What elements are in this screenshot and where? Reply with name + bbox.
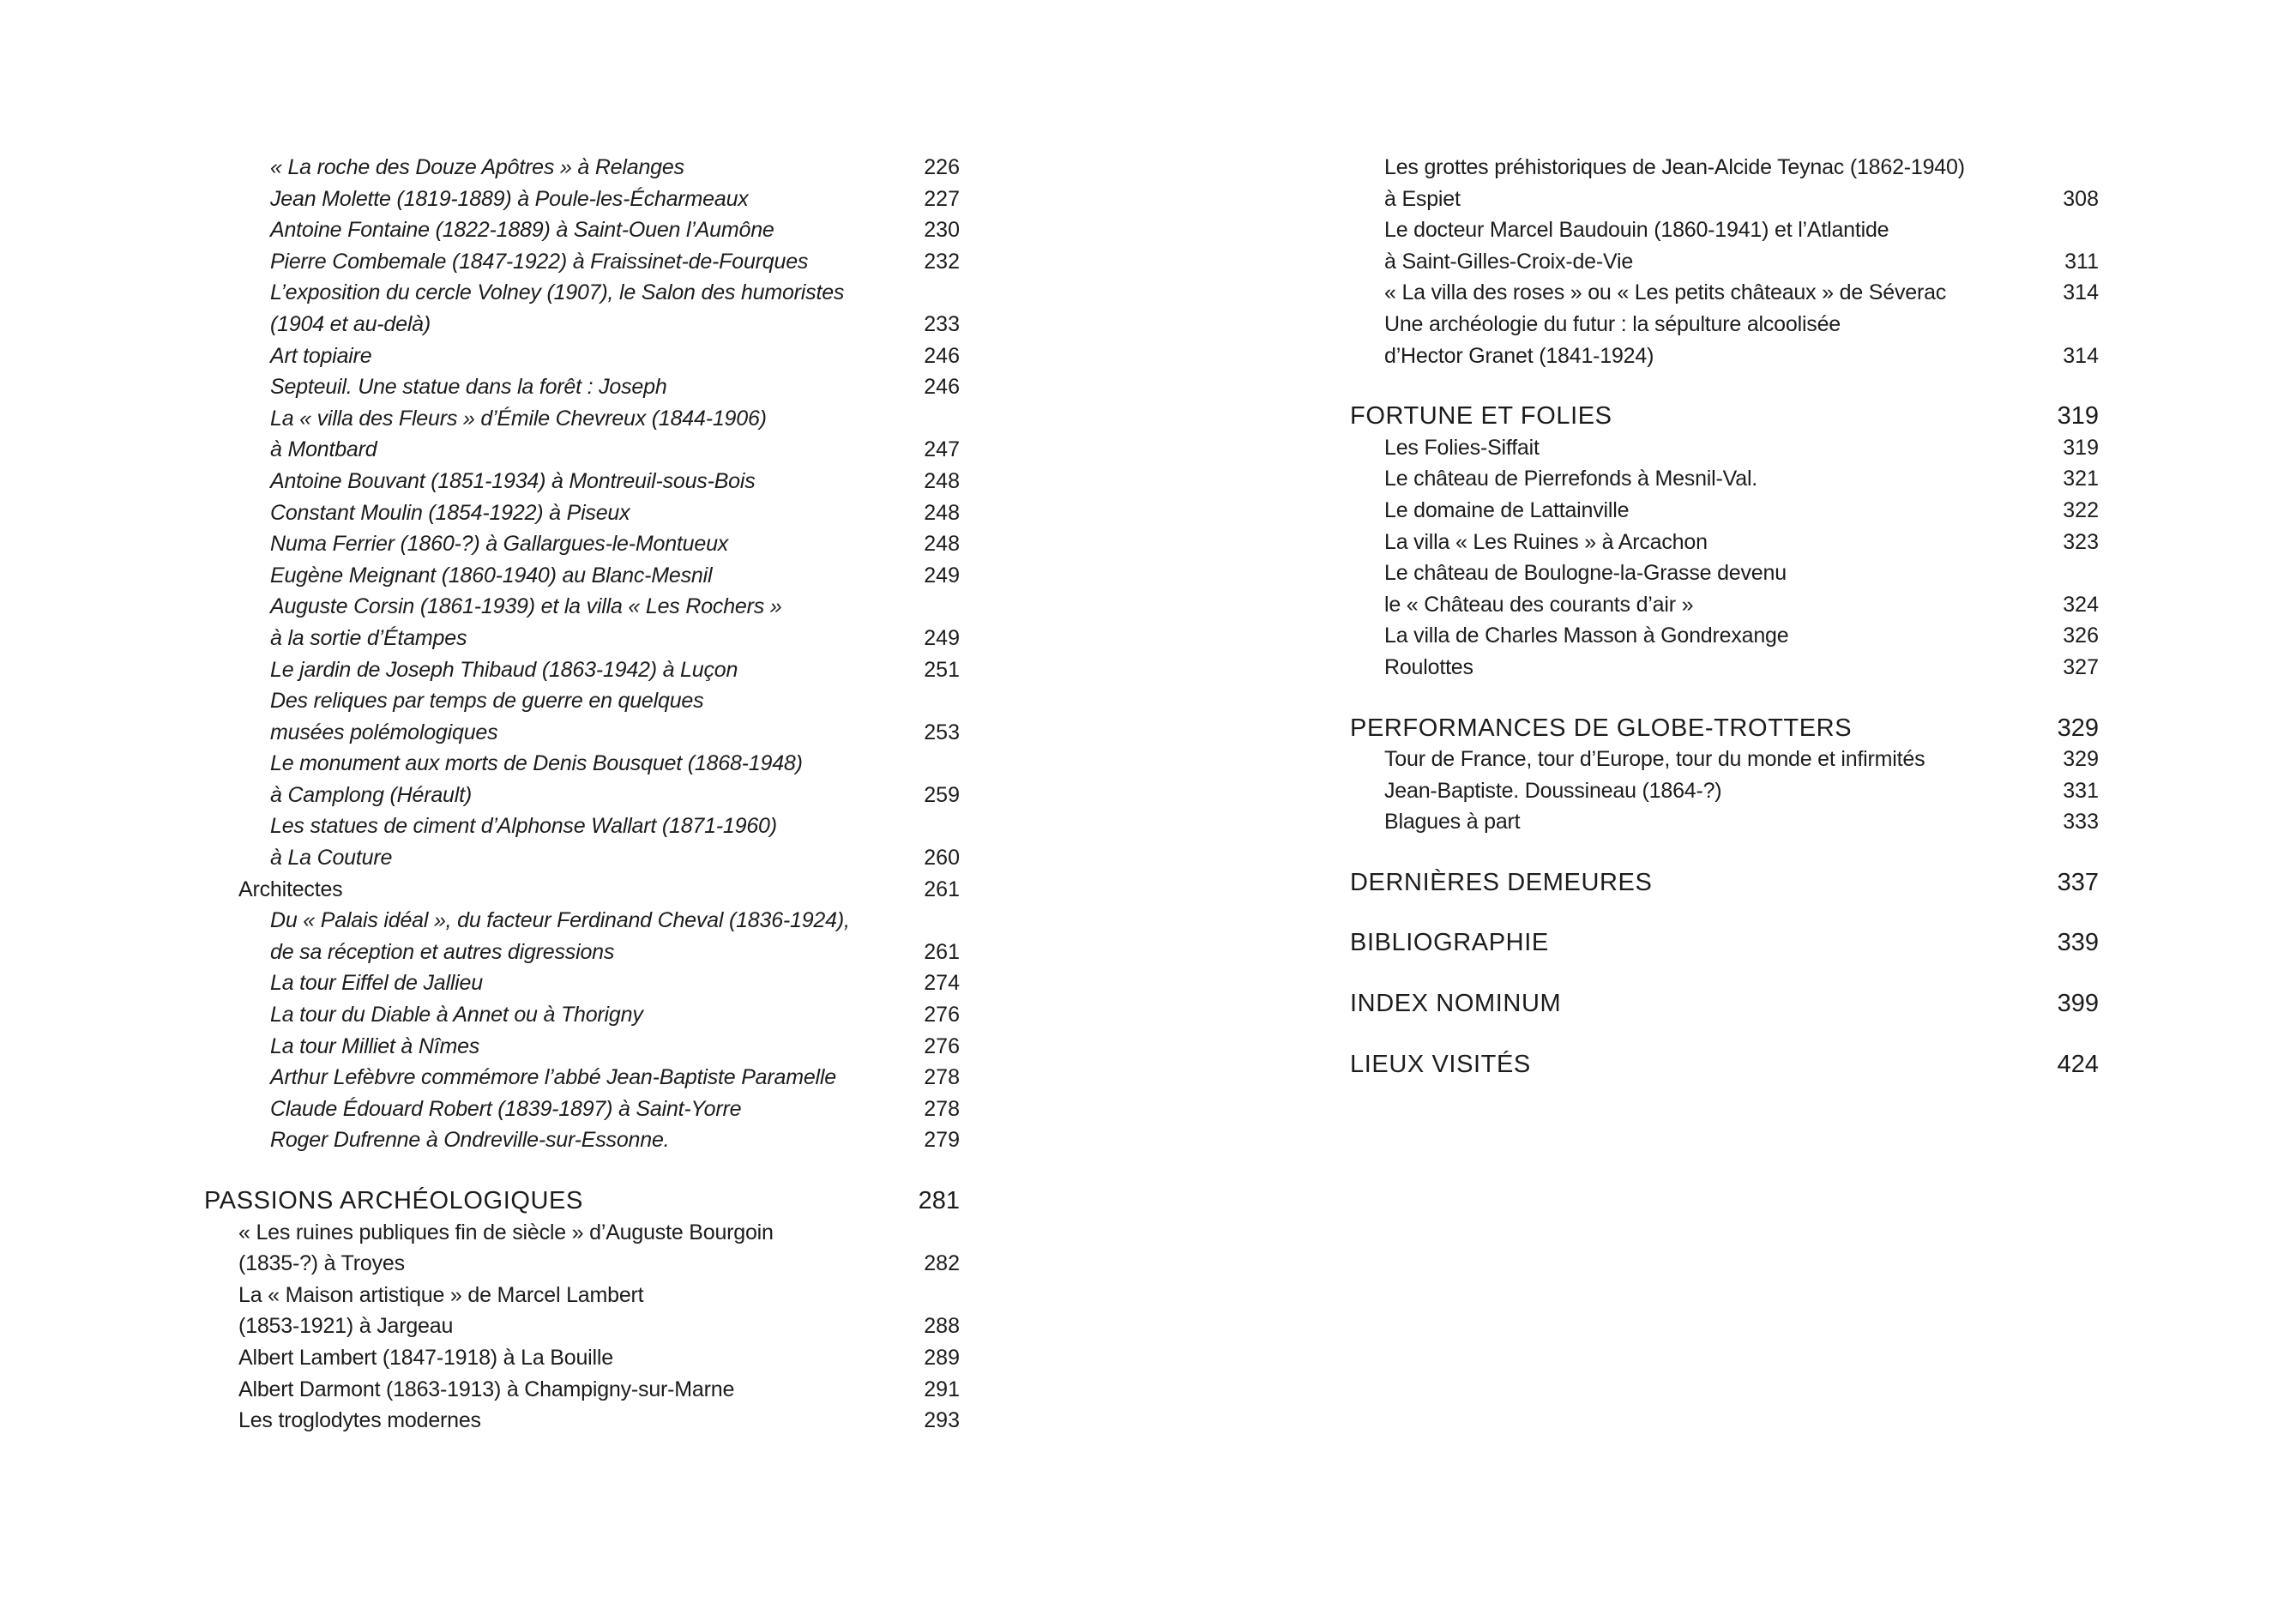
- toc-entry-line: [1350, 557, 2099, 589]
- toc-entry-line: [204, 1248, 960, 1280]
- toc-page-number: 311: [2064, 249, 2099, 274]
- toc-entry-line: [204, 1374, 960, 1406]
- toc-page-number: 276: [924, 1033, 960, 1058]
- toc-entry-line: [204, 842, 960, 874]
- toc-entry-text: Constant Moulin (1854-1922) à Piseux: [270, 500, 630, 525]
- toc-section-title: PASSIONS ARCHÉOLOGIQUES: [204, 1187, 583, 1214]
- toc-entry-text: La villa de Charles Masson à Gondrexange: [1384, 624, 1789, 648]
- toc-page-number: 424: [2057, 1050, 2099, 1078]
- toc-entry-text: Les statues de ciment d’Alphonse Wallart (1871-1960): [270, 814, 777, 839]
- toc-page-number: 232: [924, 249, 960, 274]
- toc-entry-text: Architectes: [238, 877, 343, 901]
- toc-entry-line: [204, 780, 960, 811]
- toc-entry-text: Du « Palais idéal », du facteur Ferdinand Cheval (1836-1924),: [270, 908, 850, 933]
- section-spacer: [1350, 838, 2099, 867]
- toc-entry-line: [1350, 340, 2099, 372]
- toc-page-number: 314: [2063, 280, 2099, 305]
- toc-page-number: 246: [924, 343, 960, 368]
- toc-page-number: 319: [2057, 402, 2099, 431]
- toc-page-number: 249: [924, 625, 960, 650]
- toc-entry-text: Septeuil. Une statue dans la forêt : Joseph: [270, 375, 667, 400]
- toc-page-number: 331: [2063, 778, 2099, 803]
- toc-page-number: 230: [924, 218, 960, 243]
- toc-entry-text: à Montbard: [270, 437, 377, 462]
- toc-entry-text: « La roche des Douze Apôtres » à Relanges: [270, 155, 684, 179]
- toc-page-number: 247: [924, 437, 960, 462]
- toc-page-number: 246: [924, 375, 960, 400]
- toc-entry-line: [204, 214, 960, 246]
- toc-section-title: FORTUNE ET FOLIES: [1350, 402, 1612, 431]
- toc-entry-line: [1350, 775, 2099, 807]
- toc-entry-text: (1835-?) à Troyes: [238, 1251, 405, 1276]
- toc-entry-line: [204, 999, 960, 1031]
- section-spacer: [204, 1156, 960, 1185]
- toc-page-number: 337: [2057, 868, 2099, 896]
- toc-entry-text: La « Maison artistique » de Marcel Lambert: [238, 1282, 644, 1307]
- toc-entry-line: [204, 654, 960, 686]
- toc-page-number: 248: [924, 500, 960, 525]
- toc-entry-text: Le jardin de Joseph Thibaud (1863-1942) à Luçon: [270, 657, 738, 682]
- toc-entry-text: Le château de Pierrefonds à Mesnil-Val.: [1384, 467, 1758, 491]
- toc-entry-text: Claude Édouard Robert (1839-1897) à Saint-Yorre: [270, 1096, 742, 1121]
- toc-page-number: 233: [924, 311, 960, 336]
- toc-entry-text: Art topiaire: [270, 343, 372, 368]
- toc-page-number: 261: [924, 877, 960, 901]
- toc-entry-text: Des reliques par temps de guerre en quelques: [270, 689, 704, 714]
- toc-entry-line: [204, 497, 960, 529]
- toc-entry-text: Pierre Combemale (1847-1922) à Fraissinet-de-Fourques: [270, 249, 809, 274]
- toc-entry-text: Les grottes préhistoriques de Jean-Alcide Teynac (1862-1940): [1384, 155, 1965, 179]
- toc-entry-text: Auguste Corsin (1861-1939) et la villa « Les Rochers »: [270, 594, 782, 619]
- toc-entry-text: de sa réception et autres digressions: [270, 939, 615, 964]
- toc-page-number: 248: [924, 468, 960, 493]
- toc-entry-text: « La villa des roses » ou « Les petits châteaux » de Séverac: [1384, 280, 1947, 305]
- toc-entry-text: Albert Lambert (1847-1918) à La Bouille: [238, 1345, 613, 1370]
- toc-page-number: 279: [924, 1128, 960, 1153]
- toc-entry-line: [204, 1094, 960, 1125]
- toc-entry-line: [204, 340, 960, 372]
- toc-entry-text: La « villa des Fleurs » d’Émile Chevreux (1844-1906): [270, 406, 767, 431]
- toc-entry-line: [1350, 589, 2099, 621]
- toc-section-line: [204, 1185, 960, 1217]
- toc-entry-line: [1350, 620, 2099, 652]
- toc-entry-line: [204, 528, 960, 560]
- toc-entry-line: [204, 905, 960, 937]
- toc-entry-line: [204, 717, 960, 749]
- toc-entry-line: [204, 1342, 960, 1374]
- toc-section-line: [1350, 927, 2099, 959]
- toc-entry-text: Tour de France, tour d’Europe, tour du monde et infirmités: [1384, 747, 1925, 772]
- toc-entry-line: [204, 309, 960, 340]
- toc-section-line: [1350, 867, 2099, 899]
- toc-section-line: [1350, 401, 2099, 432]
- toc-page-number: 333: [2063, 810, 2099, 835]
- toc-entry-text: Albert Darmont (1863-1913) à Champigny-sur-Marne: [238, 1377, 735, 1401]
- section-spacer: [1350, 898, 2099, 927]
- toc-entry-line: [204, 874, 960, 906]
- toc-entry-line: [204, 1217, 960, 1249]
- toc-entry-line: [204, 184, 960, 215]
- toc-entry-line: [204, 560, 960, 592]
- toc-entry-text: Jean-Baptiste. Doussineau (1864-?): [1384, 778, 1722, 803]
- toc-page-number: 278: [924, 1065, 960, 1090]
- toc-entry-line: [1350, 527, 2099, 558]
- toc-entry-text: Le château de Boulogne-la-Grasse devenu: [1384, 561, 1787, 586]
- section-spacer: [1350, 684, 2099, 713]
- toc-page-number: 278: [924, 1096, 960, 1121]
- toc-entry-line: [204, 1405, 960, 1437]
- toc-page-number: 327: [2063, 654, 2099, 679]
- toc-page-number: 324: [2063, 592, 2099, 617]
- toc-entry-text: à Espiet: [1384, 186, 1461, 211]
- toc-entry-text: Eugène Meignant (1860-1940) au Blanc-Mesnil: [270, 563, 713, 588]
- toc-entry-line: [204, 246, 960, 278]
- toc-page-number: 227: [924, 186, 960, 211]
- toc-entry-text: Numa Ferrier (1860-?) à Gallargues-le-Montueux: [270, 532, 729, 557]
- toc-section-title: DERNIÈRES DEMEURES: [1350, 868, 1653, 896]
- toc-page-number: 251: [924, 657, 960, 682]
- toc-section-title: LIEUX VISITÉS: [1350, 1050, 1531, 1078]
- toc-page-number: 322: [2063, 497, 2099, 522]
- toc-entry-line: [1350, 495, 2099, 527]
- toc-page-number: 329: [2057, 714, 2099, 742]
- toc-entry-text: La tour Eiffel de Jallieu: [270, 971, 483, 996]
- toc-entry-line: [1350, 806, 2099, 838]
- toc-entry-line: [1350, 652, 2099, 684]
- toc-entry-text: Jean Molette (1819-1889) à Poule-les-Écharmeaux: [270, 186, 749, 211]
- toc-entry-text: (1853-1921) à Jargeau: [238, 1314, 454, 1339]
- toc-entry-line: [204, 434, 960, 466]
- section-spacer: [1350, 1020, 2099, 1049]
- toc-right-column: [1350, 152, 2099, 1080]
- toc-entry-text: Les troglodytes modernes: [238, 1408, 481, 1433]
- toc-entry-text: d’Hector Granet (1841-1924): [1384, 343, 1654, 368]
- toc-page-number: 289: [924, 1345, 960, 1370]
- toc-entry-line: [1350, 744, 2099, 775]
- toc-entry-text: Les Folies-Siffait: [1384, 435, 1540, 460]
- toc-entry-line: [1350, 432, 2099, 464]
- toc-entry-text: Une archéologie du futur : la sépulture alcoolisée: [1384, 311, 1841, 336]
- toc-page-number: 339: [2057, 929, 2099, 957]
- toc-entry-text: (1904 et au-delà): [270, 311, 431, 336]
- toc-entry-text: La tour du Diable à Annet ou à Thorigny: [270, 1003, 643, 1027]
- toc-entry-line: [1350, 463, 2099, 495]
- toc-entry-line: [1350, 184, 2099, 215]
- toc-entry-line: [204, 623, 960, 654]
- toc-entry-text: « Les ruines publiques fin de siècle » d’Auguste Bourgoin: [238, 1220, 774, 1244]
- toc-entry-line: [1350, 277, 2099, 309]
- toc-entry-text: Blagues à part: [1384, 810, 1521, 835]
- toc-entry-line: [1350, 152, 2099, 184]
- toc-section-title: PERFORMANCES DE GLOBE-TROTTERS: [1350, 714, 1853, 742]
- toc-entry-text: le « Château des courants d’air »: [1384, 592, 1694, 617]
- toc-entry-line: [204, 1311, 960, 1342]
- section-spacer: [1350, 959, 2099, 988]
- toc-page-number: 399: [2057, 990, 2099, 1018]
- section-spacer: [1350, 371, 2099, 401]
- toc-entry-text: Le monument aux morts de Denis Bousquet (1868-1948): [270, 751, 803, 776]
- toc-entry-line: [204, 967, 960, 999]
- toc-page-number: 226: [924, 155, 960, 179]
- toc-entry-line: [204, 1124, 960, 1156]
- toc-page-number: 281: [918, 1187, 960, 1214]
- toc-entry-text: à Camplong (Hérault): [270, 782, 472, 807]
- toc-section-line: [1350, 1049, 2099, 1081]
- toc-section-line: [1350, 713, 2099, 744]
- toc-entry-line: [204, 1280, 960, 1311]
- toc-section-title: BIBLIOGRAPHIE: [1350, 929, 1549, 957]
- toc-page-number: 260: [924, 846, 960, 871]
- toc-page-number: 293: [924, 1408, 960, 1433]
- toc-entry-text: L’exposition du cercle Volney (1907), le Salon des humoristes: [270, 280, 845, 305]
- toc-entry-line: [204, 1062, 960, 1094]
- toc-entry-line: [204, 685, 960, 717]
- toc-page-number: 323: [2063, 529, 2099, 554]
- toc-page-number: 276: [924, 1003, 960, 1027]
- toc-entry-line: [204, 403, 960, 435]
- toc-entry-text: Le docteur Marcel Baudouin (1860-1941) et l’Atlantide: [1384, 218, 1889, 243]
- toc-page-number: 261: [924, 939, 960, 964]
- toc-entry-text: musées polémologiques: [270, 720, 498, 744]
- toc-entry-text: Arthur Lefèbvre commémore l’abbé Jean-Baptiste Paramelle: [270, 1065, 836, 1090]
- toc-page-number: 314: [2063, 343, 2099, 368]
- toc-page-number: 319: [2063, 435, 2099, 460]
- toc-entry-line: [204, 371, 960, 403]
- toc-section-title: INDEX NOMINUM: [1350, 990, 1562, 1018]
- toc-left-column: [204, 152, 960, 1437]
- toc-page-number: 249: [924, 563, 960, 588]
- toc-page-number: 259: [924, 782, 960, 807]
- toc-page-number: 282: [924, 1251, 960, 1276]
- toc-entry-text: La tour Milliet à Nîmes: [270, 1033, 480, 1058]
- toc-entry-line: [204, 466, 960, 497]
- toc-page-number: 274: [924, 971, 960, 996]
- toc-entry-line: [1350, 214, 2099, 246]
- toc-page-number: 291: [924, 1377, 960, 1401]
- toc-entry-line: [204, 810, 960, 842]
- toc-page-number: 329: [2063, 747, 2099, 772]
- toc-entry-text: Antoine Fontaine (1822-1889) à Saint-Ouen l’Aumône: [270, 218, 774, 243]
- toc-entry-line: [204, 277, 960, 309]
- toc-page-number: 253: [924, 720, 960, 744]
- toc-entry-text: La villa « Les Ruines » à Arcachon: [1384, 529, 1708, 554]
- toc-entry-line: [1350, 246, 2099, 278]
- toc-entry-line: [204, 937, 960, 968]
- toc-entry-line: [204, 591, 960, 623]
- toc-page-number: 326: [2063, 624, 2099, 648]
- toc-entry-text: à Saint-Gilles-Croix-de-Vie: [1384, 249, 1634, 274]
- toc-page-number: 248: [924, 532, 960, 557]
- toc-entry-text: à la sortie d’Étampes: [270, 625, 467, 650]
- toc-entry-text: Roulottes: [1384, 654, 1473, 679]
- toc-entry-text: Le domaine de Lattainville: [1384, 497, 1630, 522]
- toc-section-line: [1350, 988, 2099, 1020]
- toc-entry-line: [1350, 309, 2099, 340]
- toc-entry-line: [204, 152, 960, 184]
- toc-entry-text: Roger Dufrenne à Ondreville-sur-Essonne.: [270, 1128, 670, 1153]
- toc-entry-text: à La Couture: [270, 846, 393, 871]
- toc-entry-text: Antoine Bouvant (1851-1934) à Montreuil-sous-Bois: [270, 468, 756, 493]
- toc-page-number: 288: [924, 1314, 960, 1339]
- toc-page-number: 308: [2063, 186, 2099, 211]
- toc-entry-line: [204, 1031, 960, 1063]
- toc-entry-line: [204, 748, 960, 780]
- toc-page-number: 321: [2063, 467, 2099, 491]
